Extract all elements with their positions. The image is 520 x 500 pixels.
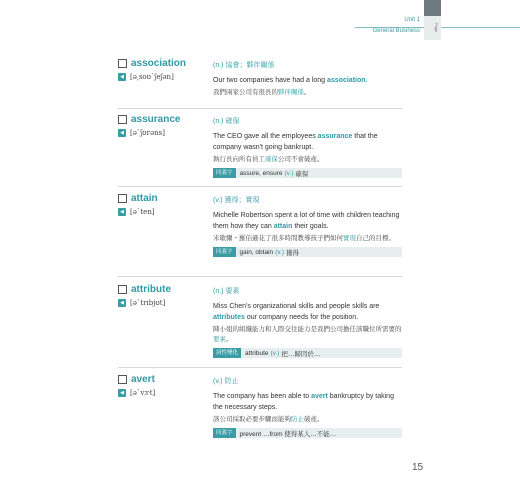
definition: (n.) 確保: [213, 118, 240, 125]
example-en: Our two companies have had a long association.: [213, 77, 368, 84]
headword: assurance: [131, 114, 181, 125]
example-zh: 陳小姐的組織能力和人際交往能力是我們公司擔任該職位所需要的要素。: [213, 326, 402, 343]
word-form-tag: 詞性變化: [213, 348, 241, 358]
checkbox[interactable]: [118, 194, 127, 203]
entry-content: [213, 116, 402, 178]
headword: avert: [131, 374, 155, 385]
checkbox[interactable]: [118, 115, 127, 124]
synonym-tag: 同義字: [213, 168, 236, 178]
entry-content: [213, 376, 402, 438]
entry-assurance: [118, 114, 402, 186]
example-zh: 米歇爾・羅伯遜花了很多時間教導孩子們如何實現自己的目標。: [213, 235, 395, 242]
synonym-tag: 同義字: [213, 247, 236, 257]
example-en: Miss Chen's organizational skills and people skills are attributes our company needs for the position.: [213, 303, 380, 321]
speaker-icon[interactable]: ◀: [118, 208, 126, 216]
phonetic: [ə`ten]: [130, 208, 155, 216]
definition: (v.) 獲得；實現: [213, 197, 260, 204]
synonym-tag: 同義字: [213, 428, 236, 438]
synonym-bar: 同義字 assure, ensure (v.) 確保: [213, 168, 402, 178]
synonym-bar: 同義字 gain, obtain (v.) 獲得: [213, 247, 402, 257]
word-form-bar: 詞性變化 attribute (v.) 把…歸因於…: [213, 348, 402, 358]
example-en: The CEO gave all the employees assurance that the company wasn't going bankrupt.: [213, 133, 378, 151]
phonetic: [ə`trɪbjʊt]: [130, 299, 166, 307]
entry-avert: [118, 374, 402, 444]
headword: attain: [131, 193, 158, 204]
chapter-tab-label: Page: [434, 23, 439, 33]
headword: association: [131, 58, 187, 69]
entry-content: [213, 195, 402, 257]
speaker-icon[interactable]: ◀: [118, 299, 126, 307]
divider: [118, 276, 402, 277]
entry-attribute: [118, 284, 402, 364]
entry-attain: [118, 193, 402, 273]
entry-content: [213, 60, 402, 98]
unit-subtitle: General Business: [372, 28, 420, 34]
page-header: [0, 0, 520, 50]
example-en: Michelle Robertson spent a lot of time with children teaching them how they can attain their goals.: [213, 212, 400, 230]
entry-content: [213, 286, 402, 358]
example-zh: 該公司採取必要步驟而能夠防止破產。: [213, 416, 324, 423]
unit-label: Unit 1: [404, 17, 420, 23]
headword: attribute: [131, 284, 171, 295]
example-zh: 執行長向所有員工確保公司不會破產。: [213, 156, 324, 163]
definition: (v.) 防止: [213, 378, 239, 385]
divider: [118, 367, 402, 368]
example-en: The company has been able to avert bankruptcy by taking the necessary steps.: [213, 393, 394, 411]
definition: (n.) 要素: [213, 288, 240, 295]
phonetic: [ə`vɝt]: [130, 389, 156, 397]
entry-association: [118, 58, 402, 110]
definition: (n.) 協會；夥伴關係: [213, 62, 275, 69]
phonetic: [ə͵soʊ`ʃeʃən]: [130, 73, 174, 81]
synonym-bar: 同義字 prevent …from 使得某人…不能…: [213, 428, 402, 438]
checkbox[interactable]: [118, 285, 127, 294]
speaker-icon[interactable]: ◀: [118, 73, 126, 81]
phonetic: [ə`ʃʊrəns]: [130, 129, 165, 137]
divider: [118, 108, 402, 109]
speaker-icon[interactable]: ◀: [118, 389, 126, 397]
speaker-icon[interactable]: ◀: [118, 129, 126, 137]
page-number: 15: [412, 462, 424, 473]
divider: [118, 186, 402, 187]
chapter-tab-dark: [424, 0, 441, 16]
example-zh: 我們兩家公司有很長的夥伴關係。: [213, 89, 311, 96]
checkbox[interactable]: [118, 59, 127, 68]
checkbox[interactable]: [118, 375, 127, 384]
